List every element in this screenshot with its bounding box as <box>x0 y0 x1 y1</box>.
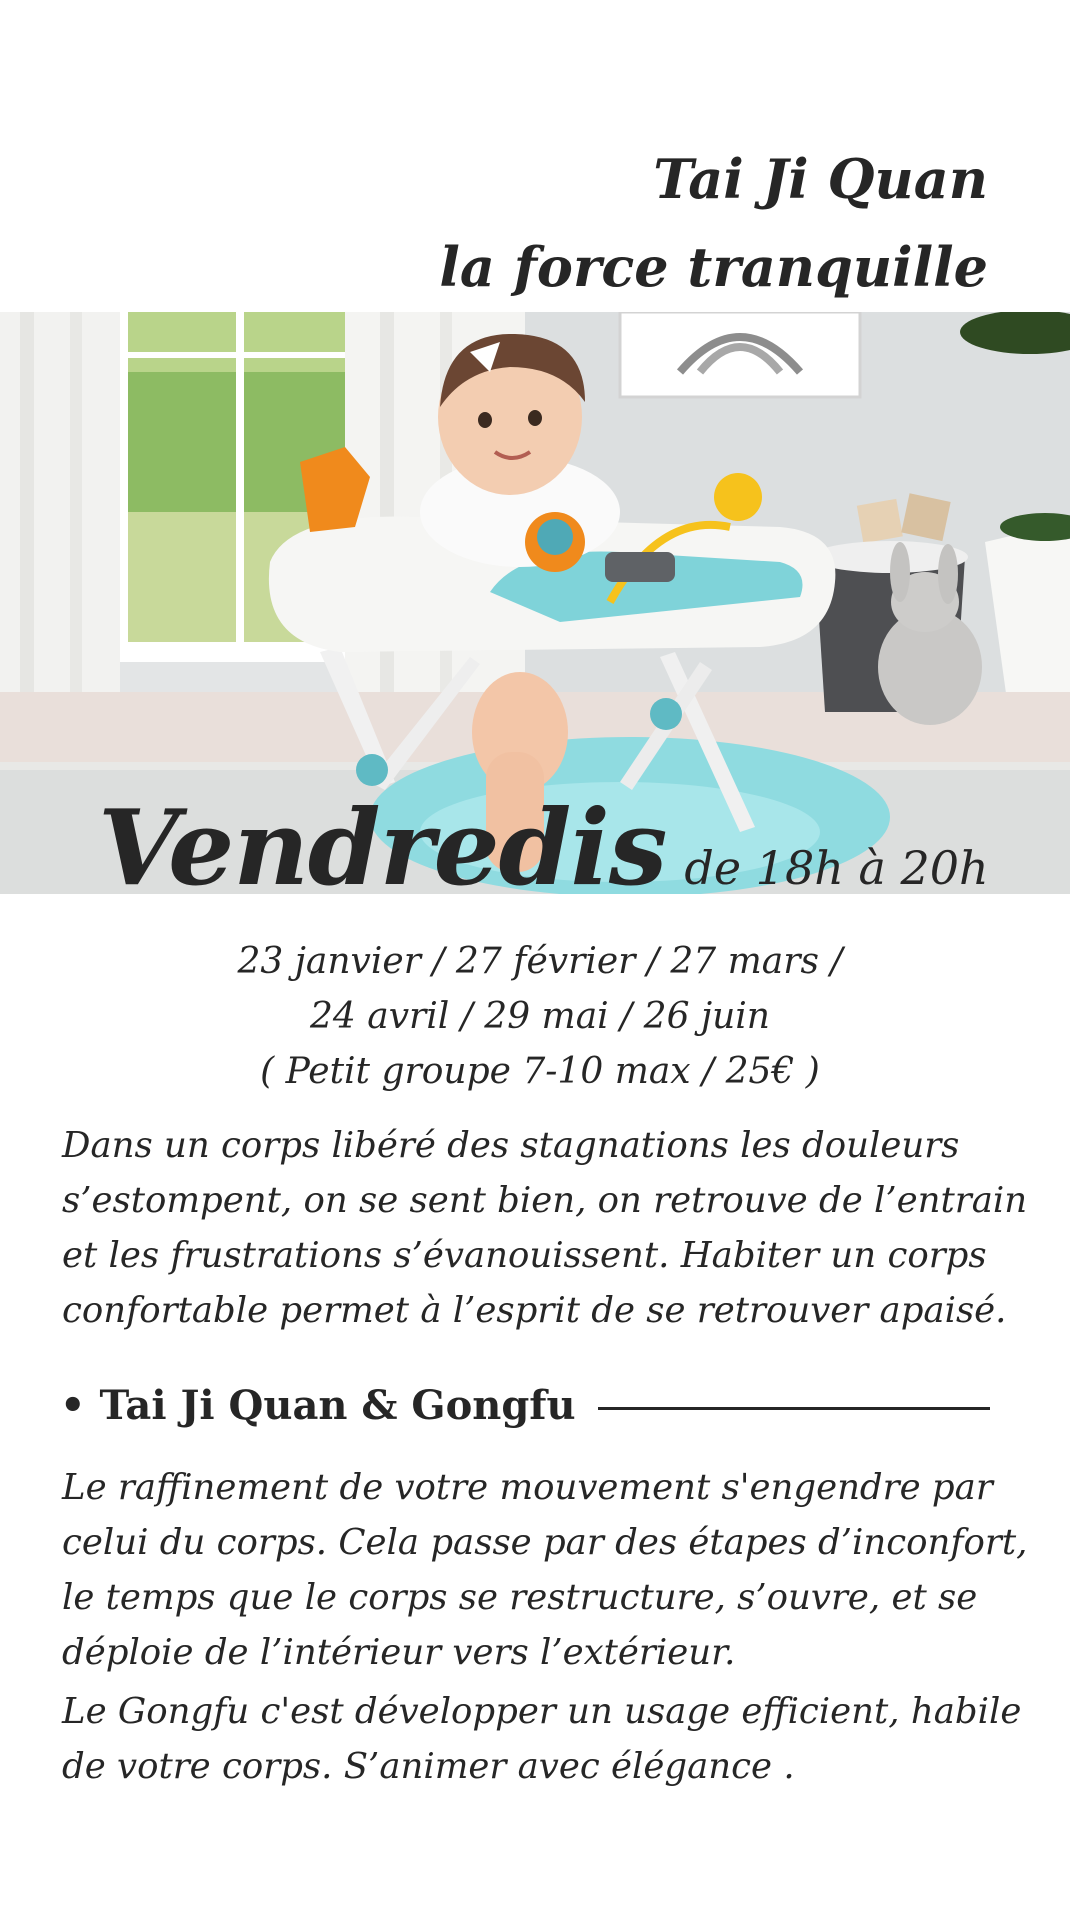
section-line: le temps que le corps se restructure, s’ouvre, et se <box>62 1577 978 1618</box>
section-header <box>60 1382 990 1429</box>
intro-line: confortable permet à l’esprit de se retrouver apaisé. <box>62 1290 1007 1331</box>
page-title: Tai Ji Quan <box>653 147 988 211</box>
intro-paragraph <box>62 1118 1028 1338</box>
section-line: déploie de l’intérieur vers l’extérieur. <box>62 1632 736 1673</box>
section-paragraph-1 <box>62 1460 1028 1680</box>
section-line: Le raffinement de votre mouvement s'engendre par <box>62 1467 993 1508</box>
schedule-dates-line-1: 23 janvier / 27 février / 27 mars / <box>237 941 843 982</box>
section-line: celui du corps. Cela passe par des étapes d’inconfort, <box>62 1522 1028 1563</box>
schedule-line <box>98 786 989 909</box>
intro-line: et les frustrations s’évanouissent. Habiter un corps <box>62 1235 987 1276</box>
section-line: de votre corps. S’animer avec élégance . <box>62 1746 795 1787</box>
schedule-time: de 18h à 20h <box>684 841 989 895</box>
intro-line: s’estompent, on se sent bien, on retrouve de l’entrain <box>62 1180 1028 1221</box>
schedule-day: Vendredis <box>98 786 667 909</box>
schedule-dates-line-2: 24 avril / 29 mai / 26 juin <box>310 996 770 1037</box>
page-subtitle: la force tranquille <box>439 235 988 299</box>
group-info: ( Petit groupe 7-10 max / 25€ ) <box>260 1051 820 1092</box>
section-paragraph-2 <box>62 1684 1022 1794</box>
section-divider <box>598 1407 990 1410</box>
section-line: Le Gongfu c'est développer un usage efficient, habile <box>62 1691 1022 1732</box>
intro-line: Dans un corps libéré des stagnations les douleurs <box>62 1125 960 1166</box>
section-heading: • Tai Ji Quan & Gongfu <box>60 1382 576 1429</box>
